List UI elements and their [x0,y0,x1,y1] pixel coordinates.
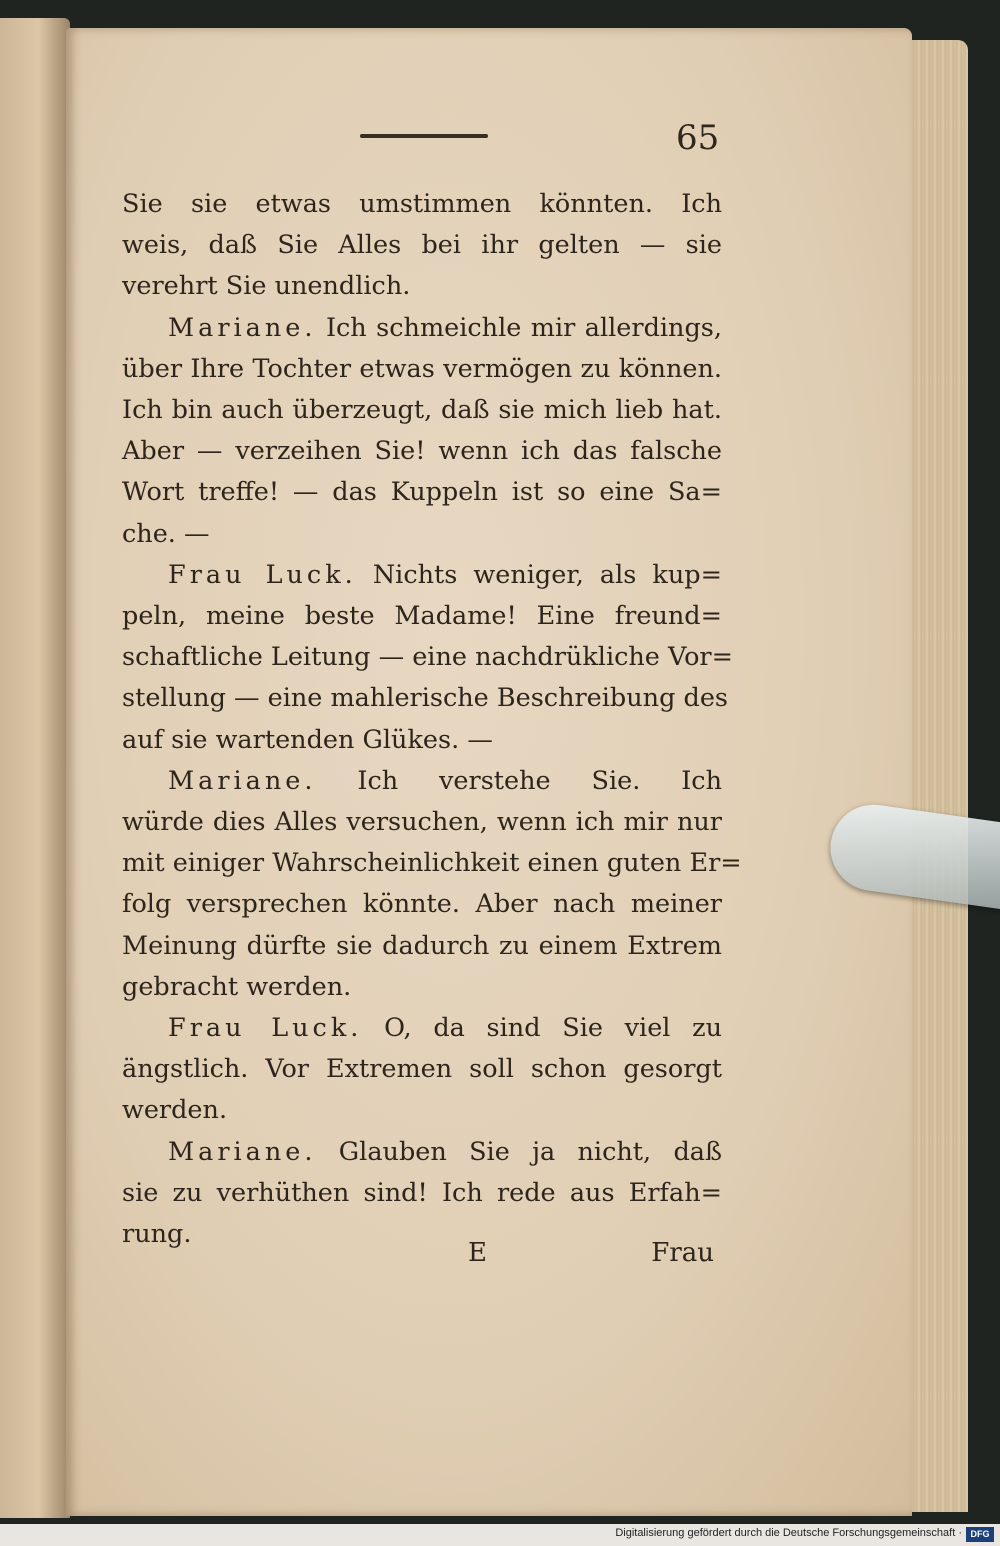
text-line [122,884,722,925]
text-line [122,802,722,843]
text-line [122,1173,722,1214]
text-line [122,472,722,513]
text-line [122,678,729,719]
text-line [122,720,722,761]
text-line [122,266,722,307]
line-text: folg versprechen könnte. Aber nach meiner [122,889,722,920]
line-text: Ich bin auch überzeugt, daß sie mich lieb hat. [122,395,722,426]
text-line [122,967,722,1008]
header-rule [360,134,488,138]
text-line [122,390,722,431]
line-text: Meinung dürfte sie dadurch zu einem Extrem [122,930,722,961]
line-text: würde dies Alles versuchen, wenn ich mir nur [122,807,722,838]
dfg-credit-text: Digitalisierung gefördert durch die Deutsche Forschungsgemeinschaft · [615,1527,962,1539]
line-text: schaftliche Leitung — eine nachdrükliche Vor= [122,642,733,673]
line-text: Aber — verzeihen Sie! wenn ich das falsche [122,436,722,467]
text-line [122,308,722,349]
text-line [122,926,722,967]
speaker-name: Mariane. [168,1136,317,1167]
line-text: weis, daß Sie Alles bei ihr gelten — sie [122,230,722,261]
line-text: Ich verstehe Sie. Ich [357,765,723,796]
signature-mark: E [468,1238,487,1268]
line-text: peln, meine beste Madame! Eine freund= [122,601,722,632]
dfg-logo: DFG [966,1527,994,1542]
line-text: über Ihre Tochter etwas vermögen zu können. [122,353,722,384]
text-line [122,1049,722,1090]
line-text: gebracht werden. [122,971,352,1002]
line-text: che. — [122,518,210,549]
text-line [122,225,722,266]
text-line [122,1008,722,1049]
line-text: mit einiger Wahrscheinlichkeit einen guten Er= [122,848,742,879]
text-line [122,1090,722,1131]
line-text: Wort treffe! — das Kuppeln ist so eine Sa= [122,477,722,508]
speaker-name: Mariane. [168,765,317,796]
line-text: auf sie wartenden Glükes. — [122,724,493,755]
line-text: verehrt Sie unendlich. [122,271,411,302]
text-line [122,555,722,596]
text-line [122,596,722,637]
page-footer [468,1238,714,1268]
text-line [122,843,742,884]
text-line [122,761,722,802]
page-text [122,184,742,1255]
text-line [122,431,722,472]
line-text: O, da sind Sie viel zu [384,1013,722,1044]
text-line [122,514,722,555]
speaker-name: Frau Luck. [168,1013,363,1044]
text-line [122,637,733,678]
text-line [122,1132,722,1173]
text-line [122,349,722,390]
footer-bar [0,1524,1000,1546]
line-text: werden. [122,1095,228,1126]
text-line [122,184,722,225]
line-text: rung. [122,1219,192,1250]
line-text: sie zu verhüthen sind! Ich rede aus Erfah= [122,1177,722,1208]
line-text: Glauben Sie ja nicht, daß [338,1136,723,1167]
line-text: stellung — eine mahlerische Beschreibung des [122,683,729,714]
line-text: Ich schmeichle mir allerdings, [325,312,722,343]
line-text: ängstlich. Vor Extremen soll schon gesorgt [122,1054,722,1085]
line-text: Sie sie etwas umstimmen könnten. Ich [122,189,722,219]
line-text: Nichts weniger, als kup= [372,559,722,590]
catchword: Frau [651,1238,714,1268]
page-number: 65 [676,118,720,158]
speaker-name: Frau Luck. [168,559,357,590]
left-page-edge [0,18,70,1518]
speaker-name: Mariane. [168,312,317,343]
